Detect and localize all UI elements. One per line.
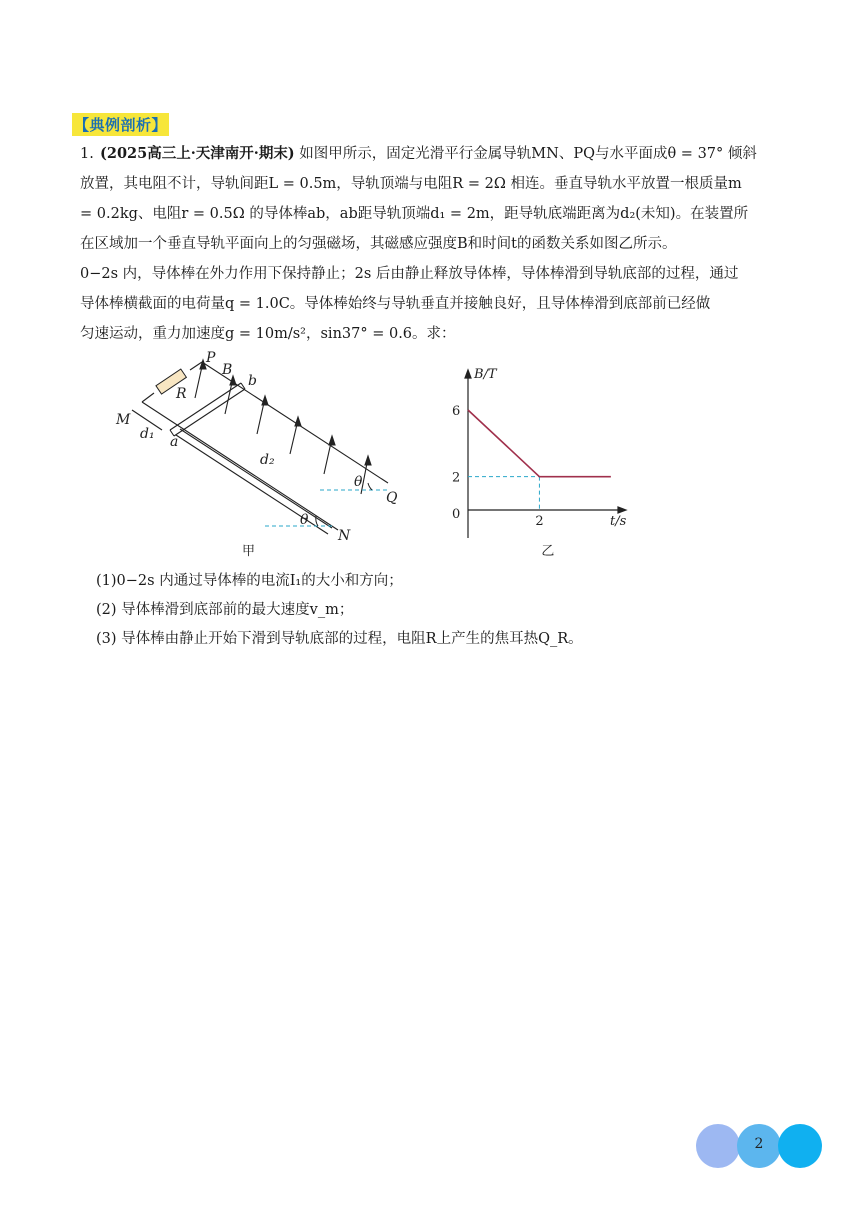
- figure-left-caption: 甲: [242, 544, 256, 559]
- figure-area: [110, 350, 650, 565]
- label-b: b: [248, 373, 257, 389]
- page-footer: [696, 1124, 822, 1168]
- x-tick-2: 2: [535, 514, 544, 529]
- question-3: (3) 导体棒由静止开始下滑到导轨底部的过程，电阻R上产生的焦耳热Q_R。: [96, 631, 583, 647]
- label-a: a: [170, 434, 179, 450]
- label-N: N: [338, 528, 351, 544]
- label-d2: d₂: [260, 452, 275, 468]
- problem-line-6: 导体棒横截面的电荷量q = 1.0C。导体棒始终与导轨垂直并接触良好，且导体棒滑到底部前已经做: [80, 296, 711, 312]
- section-heading: 【典例剖析】: [72, 113, 169, 136]
- problem-line-1: 1. (2025高三上·天津南开·期末) 如图甲所示，固定光滑平行金属导轨MN、PQ与水平面成θ = 37° 倾斜: [80, 139, 800, 169]
- y-axis-label: B/T: [474, 367, 497, 382]
- label-B: B: [222, 362, 233, 378]
- chart-caption: 乙: [541, 544, 555, 559]
- footer-circle-right: [778, 1124, 822, 1168]
- label-R: R: [176, 386, 187, 402]
- label-Q: Q: [386, 490, 398, 506]
- x-tick-0: 0: [452, 507, 461, 522]
- rail-diagram: [110, 350, 420, 565]
- label-theta-top: θ: [354, 474, 363, 490]
- x-axis-arrow: [618, 507, 626, 513]
- problem-line-2: 放置，其电阻不计，导轨间距L = 0.5m，导轨顶端与电阻R = 2Ω 相连。垂直导轨水平放置一根质量m: [80, 176, 742, 192]
- questions: [96, 567, 583, 654]
- problem-line-3: = 0.2kg、电阻r = 0.5Ω 的导体棒ab，ab距导轨顶端d₁ = 2m，距导轨底端距离为d₂(未知)。在装置所: [80, 206, 749, 222]
- problem-number: 1.: [80, 146, 94, 162]
- b-t-chart: [428, 350, 648, 565]
- label-P: P: [206, 350, 216, 366]
- question-1: (1)0−2s 内通过导体棒的电流I₁的大小和方向；: [96, 573, 403, 589]
- footer-circle-left: [696, 1124, 740, 1168]
- problem-text: [80, 139, 800, 349]
- label-theta-bottom: θ: [300, 512, 309, 528]
- problem-source: (2025高三上·天津南开·期末): [100, 145, 295, 162]
- label-M: M: [116, 412, 131, 428]
- problem-line-5: 0−2s 内，导体棒在外力作用下保持静止；2s 后由静止释放导体棒，导体棒滑到导轨底部的过程，通过: [80, 266, 739, 282]
- series-line: [468, 410, 611, 477]
- y-axis-arrow: [465, 370, 471, 378]
- label-d1: d₁: [140, 426, 155, 442]
- page-number: 2: [754, 1136, 764, 1152]
- problem-line-7: 匀速运动，重力加速度g = 10m/s²，sin37° = 0.6。求：: [80, 326, 456, 342]
- y-tick-2: 2: [452, 470, 461, 486]
- y-tick-6: 6: [452, 404, 461, 419]
- x-axis-label: t/s: [610, 514, 627, 529]
- question-2: (2) 导体棒滑到底部前的最大速度v_m；: [96, 602, 354, 618]
- problem-line-4: 在区域加一个垂直导轨平面向上的匀强磁场，其磁感应强度B和时间t的函数关系如图乙所示。: [80, 236, 677, 252]
